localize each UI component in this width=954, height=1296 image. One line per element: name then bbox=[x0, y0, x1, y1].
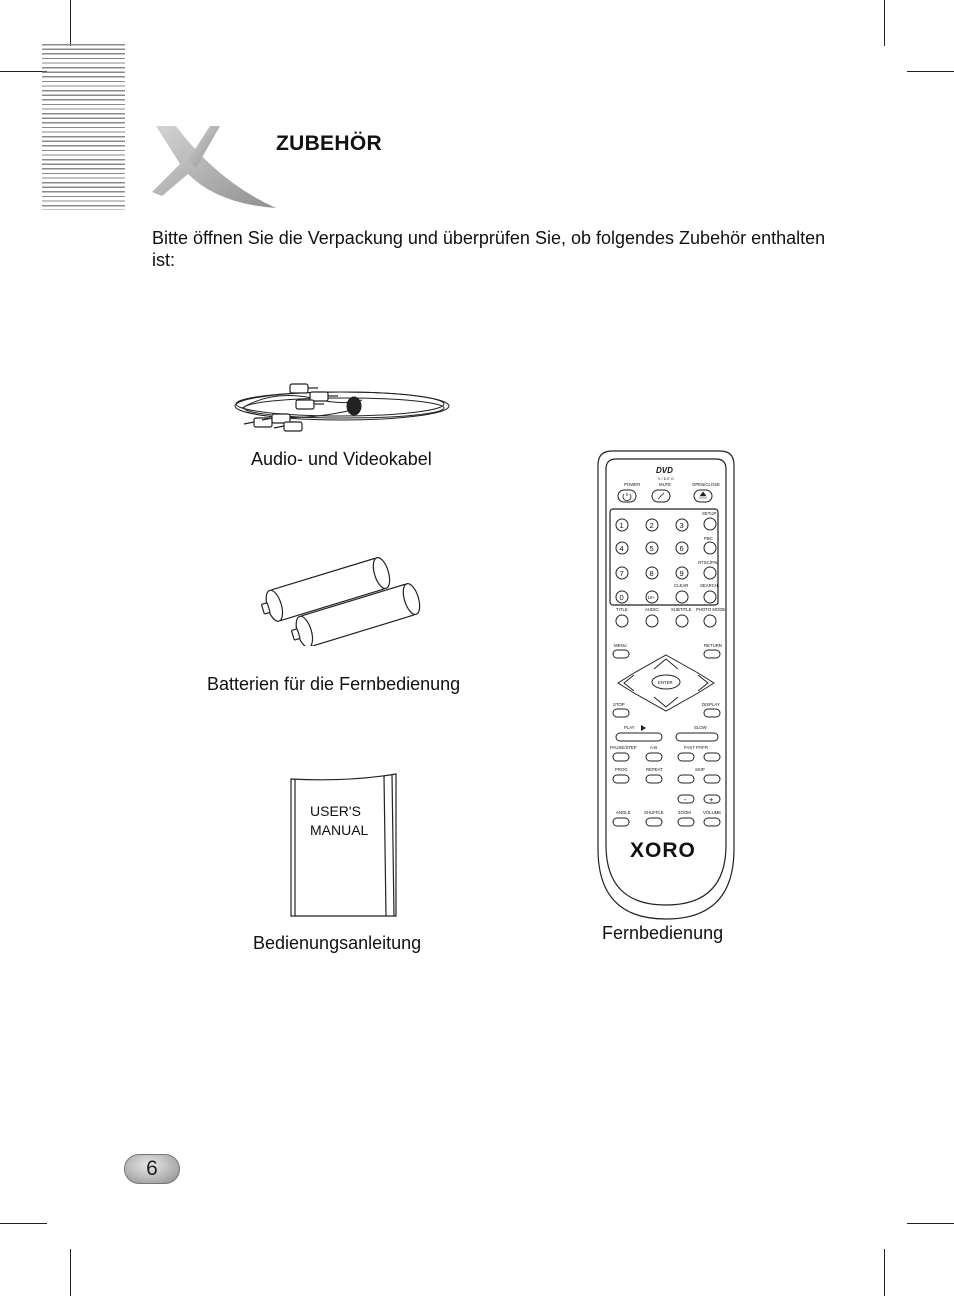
search-label: SEARCH bbox=[700, 583, 718, 588]
subtitle-label: SUBTITLE bbox=[671, 607, 692, 612]
photo-mode-label: PHOTO MODE bbox=[696, 607, 726, 612]
clear-button[interactable] bbox=[676, 591, 688, 603]
display-button[interactable] bbox=[704, 709, 720, 717]
digit-2-label: 2 bbox=[649, 521, 654, 530]
remote-control-image bbox=[596, 447, 738, 921]
skip-label: SKIP bbox=[695, 767, 705, 772]
volume-minus-label: - bbox=[684, 795, 687, 804]
repeat-button[interactable] bbox=[646, 775, 662, 783]
batteries-caption: Batterien für die Fernbedienung bbox=[207, 674, 461, 694]
batteries-image bbox=[258, 550, 428, 646]
crop-mark bbox=[907, 71, 954, 72]
subtitle-button[interactable] bbox=[676, 615, 688, 627]
crop-mark bbox=[70, 0, 71, 46]
av-cable-image bbox=[232, 378, 454, 440]
page-number: 6 bbox=[124, 1154, 180, 1184]
clear-label: CLEAR bbox=[674, 583, 689, 588]
title-label: TITLE bbox=[616, 607, 628, 612]
left-arrow-icon[interactable] bbox=[624, 675, 634, 691]
skip-forward-button[interactable] bbox=[704, 775, 720, 783]
ntsc-pal-button[interactable] bbox=[704, 567, 716, 579]
crop-mark bbox=[70, 1249, 71, 1296]
volume-label: VOLUME bbox=[703, 810, 722, 815]
title-button[interactable] bbox=[616, 615, 628, 627]
manual-image bbox=[288, 770, 400, 920]
stop-label: STOP bbox=[613, 702, 625, 707]
enter-label: ENTER bbox=[658, 680, 673, 685]
angle-button[interactable] bbox=[613, 818, 629, 826]
volume-button[interactable] bbox=[704, 818, 720, 826]
crop-mark bbox=[0, 71, 47, 72]
crop-mark bbox=[884, 1249, 885, 1296]
photo-mode-button[interactable] bbox=[704, 615, 716, 627]
digit-10plus-label: 10+ bbox=[647, 595, 655, 600]
digit-1-label: 1 bbox=[619, 521, 624, 530]
pbc-button[interactable] bbox=[704, 542, 716, 554]
right-arrow-icon[interactable] bbox=[698, 675, 708, 691]
pbc-label: PBC bbox=[704, 536, 713, 541]
volume-plus-label: + bbox=[709, 795, 714, 804]
play-button[interactable] bbox=[616, 733, 662, 741]
down-arrow-icon[interactable] bbox=[654, 697, 678, 707]
shuffle-label: SHUFFLE bbox=[644, 810, 664, 815]
digit-8-label: 8 bbox=[649, 569, 654, 578]
manual-caption: Bedienungsanleitung bbox=[253, 933, 422, 953]
digit-4-label: 4 bbox=[619, 544, 624, 553]
fast-label: FAST FF/FR bbox=[684, 745, 709, 750]
prog-button[interactable] bbox=[613, 775, 629, 783]
x-logo-icon bbox=[148, 122, 280, 212]
mute-label: MUTE bbox=[659, 482, 672, 487]
prog-label: PROG bbox=[615, 767, 628, 772]
page-title: ZUBEHÖR bbox=[276, 132, 382, 155]
decorative-stripes bbox=[42, 44, 125, 210]
repeat-label: REPEAT bbox=[646, 767, 663, 772]
setup-button[interactable] bbox=[704, 518, 716, 530]
shuffle-button[interactable] bbox=[646, 818, 662, 826]
zoom-label: ZOOM bbox=[678, 810, 691, 815]
menu-label: MENU bbox=[614, 643, 627, 648]
audio-label: AUDIO bbox=[645, 607, 659, 612]
return-label: RETURN bbox=[704, 643, 722, 648]
cable-caption: Audio- und Videokabel bbox=[251, 449, 432, 469]
remote-caption: Fernbedienung bbox=[602, 923, 724, 943]
a-b-label: A-B bbox=[650, 745, 658, 750]
display-label: DISPLAY bbox=[702, 702, 720, 707]
return-button[interactable] bbox=[704, 650, 720, 658]
manual-cover-line-2: MANUAL bbox=[310, 822, 369, 838]
digit-6-label: 6 bbox=[679, 544, 684, 553]
digit-0-label: 0 bbox=[619, 593, 624, 602]
ntsc-pal-label: NTSC/PAL bbox=[698, 560, 719, 565]
play-icon bbox=[641, 725, 646, 731]
intro-text: Bitte öffnen Sie die Verpackung und überprüfen Sie, ob folgendes Zubehör enthalten ist: bbox=[152, 228, 826, 270]
open-close-label: OPEN/CLOSE bbox=[692, 482, 720, 487]
audio-button[interactable] bbox=[646, 615, 658, 627]
angle-label: ANGLE bbox=[616, 810, 631, 815]
setup-label: SETUP bbox=[702, 511, 717, 516]
dvd-logo-sub: VIDEO bbox=[658, 477, 675, 481]
crop-mark bbox=[884, 0, 885, 46]
a-b-button[interactable] bbox=[646, 753, 662, 761]
digit-3-label: 3 bbox=[679, 521, 684, 530]
fast-rewind-button[interactable] bbox=[678, 753, 694, 761]
menu-button[interactable] bbox=[613, 650, 629, 658]
skip-back-button[interactable] bbox=[678, 775, 694, 783]
digit-5-label: 5 bbox=[649, 544, 654, 553]
slow-button[interactable] bbox=[676, 733, 718, 741]
zoom-button[interactable] bbox=[678, 818, 694, 826]
manual-cover-line-1: USER'S bbox=[310, 803, 361, 819]
crop-mark bbox=[907, 1223, 954, 1224]
slow-label: SLOW bbox=[694, 725, 707, 730]
up-arrow-icon[interactable] bbox=[654, 659, 678, 669]
pause-step-label: PAUSE/STEP bbox=[610, 745, 637, 750]
pause-step-button[interactable] bbox=[613, 753, 629, 761]
stop-button[interactable] bbox=[613, 709, 629, 717]
fast-forward-button[interactable] bbox=[704, 753, 720, 761]
power-label: POWER bbox=[624, 482, 641, 487]
play-label: PLAY bbox=[624, 725, 635, 730]
search-button[interactable] bbox=[704, 591, 716, 603]
crop-mark bbox=[0, 1223, 47, 1224]
digit-7-label: 7 bbox=[619, 569, 624, 578]
xoro-logo: XORO bbox=[630, 839, 696, 862]
dvd-logo: DVD bbox=[656, 466, 673, 475]
digit-9-label: 9 bbox=[679, 569, 684, 578]
